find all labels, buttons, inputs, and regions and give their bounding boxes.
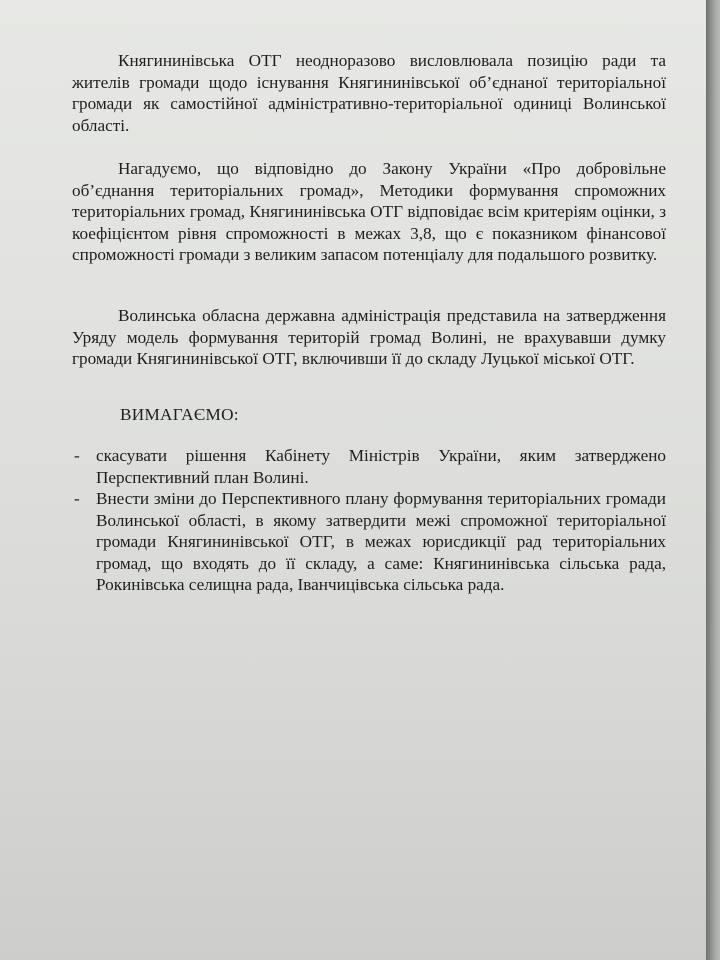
demand-heading: ВИМАГАЄМО: xyxy=(120,405,239,424)
demand-item xyxy=(72,488,666,596)
demand-list xyxy=(72,445,666,596)
background-edge xyxy=(706,0,720,960)
demand-item-text: Внести зміни до Перспективного плану формування територіальних громади Волинської області, в якому затвердити межі спроможної територіальної громади Княгининівської ОТГ, в межах юрисдикції рад територіальних громад, що входять до її складу, а саме: Княгининівська сільська рада, Рокинівська селищна рада, Іванчицівська сільська рада. xyxy=(96,489,666,594)
demand-item-text: скасувати рішення Кабінету Міністрів України, яким затверджено Перспективний план Волині. xyxy=(96,446,666,487)
demand-item xyxy=(72,445,666,488)
bullet-dash: - xyxy=(74,446,80,465)
paragraph-position-statement: Княгининівська ОТГ неодноразово висловлювала позицію ради та жителів громади щодо існування Княгининівської об’єднаної територіальної громади як самостійної адміністративно-територіальної одиниці Волинської області. xyxy=(72,51,666,135)
paragraph-regional-administration: Волинська обласна державна адміністрація представила на затвердження Уряду модель формування територій громад Волині, не врахувавши думку громади Княгининівської ОТГ, включивши її до складу Луцької міської ОТГ. xyxy=(72,306,666,368)
bullet-dash: - xyxy=(74,489,80,508)
paragraph-capacity-criteria: Нагадуємо, що відповідно до Закону України «Про добровільне об’єднання територіальних громад», Методики формування спроможних територіальних громад, Княгининівська ОТГ відповідає всім критеріям оцінки, з коефіцієнтом рівня спроможності в межах 3,8, що є показником фінансової спроможності громади з великим запасом потенціалу для подальшого розвитку. xyxy=(72,159,666,264)
